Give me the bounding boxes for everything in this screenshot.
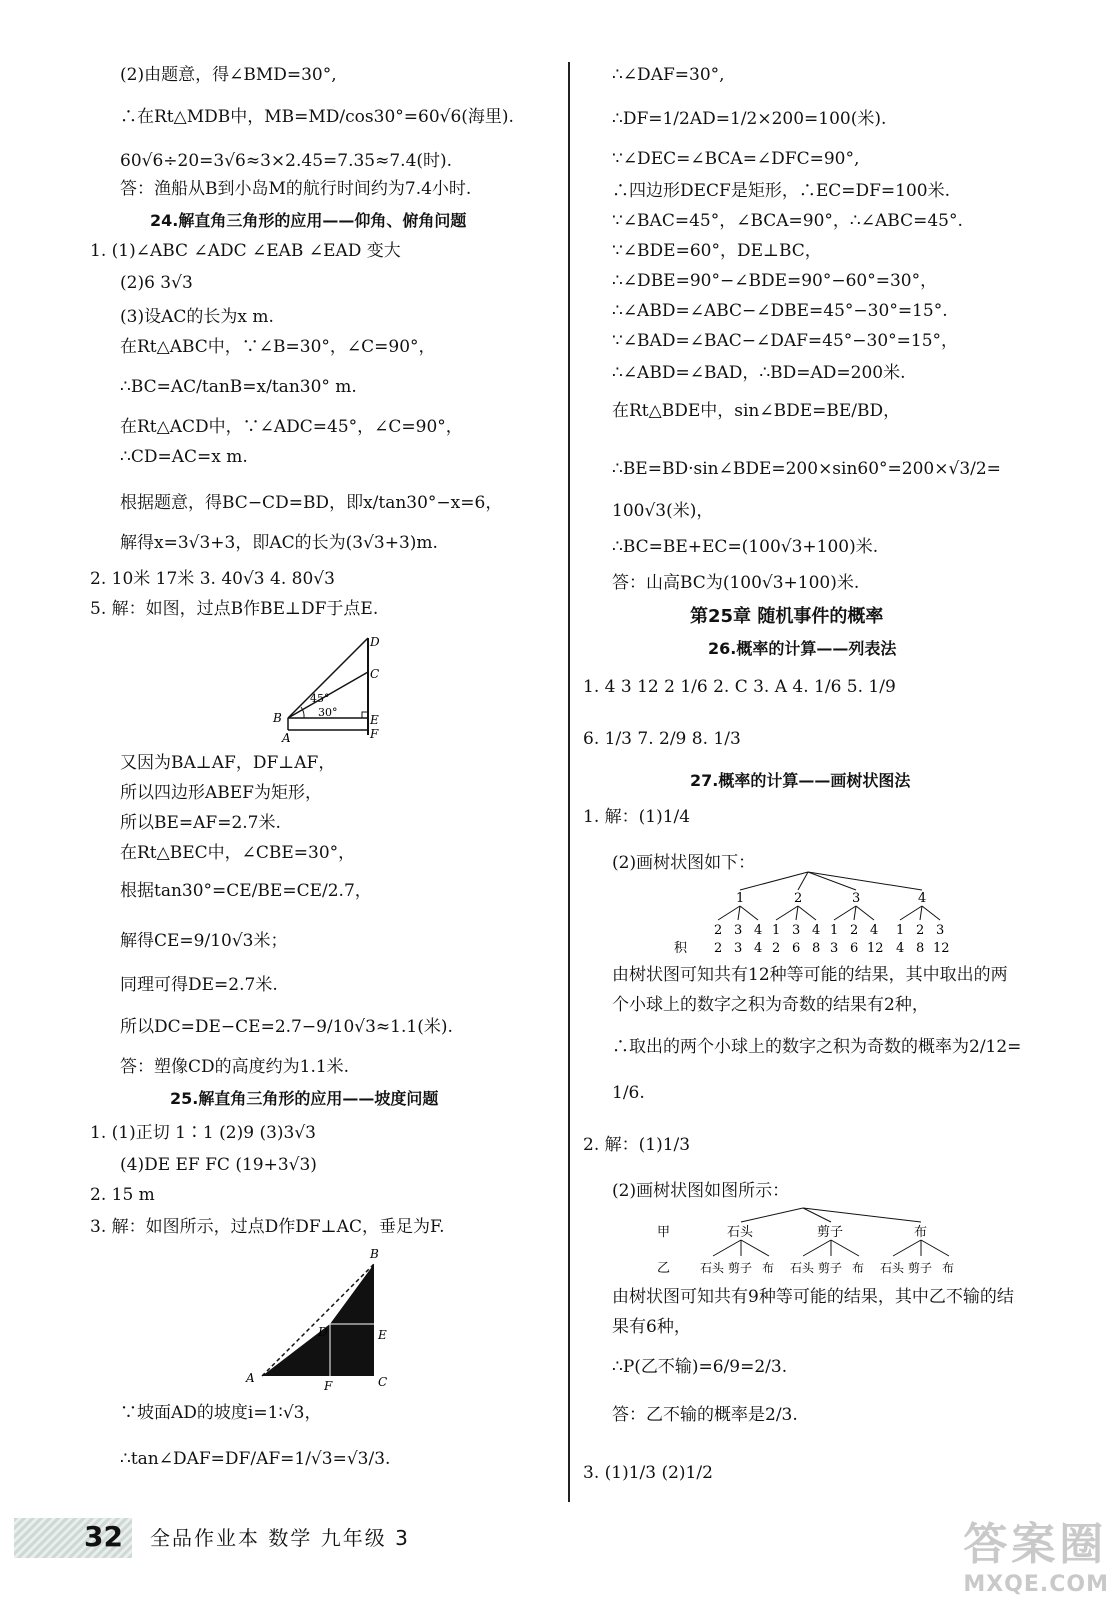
text-line: 解得x=3√3+3，即AC的长为(3√3+3)m. [120, 533, 438, 553]
text-line: ∴取出的两个小球上的数字之积为奇数的概率为2/12= [612, 1037, 1022, 1057]
tree1-branch [718, 906, 740, 920]
tree1-product: 12 [933, 941, 950, 956]
text-line: 1. (1)正切 1∶1 (2)9 (3)3√3 [90, 1123, 316, 1143]
tree2-branch [741, 1240, 769, 1256]
tree1-branch [920, 906, 922, 920]
tree2-node: 剪子 [728, 1261, 753, 1275]
text-line: 答：渔船从B到小岛M的航行时间约为7.4小时. [120, 179, 472, 199]
tree1-branch [776, 906, 798, 920]
text-line: 3. (1)1/3 (2)1/2 [583, 1463, 713, 1483]
text-line: ∴∠DBE=90°−∠BDE=90°−60°=30°， [612, 271, 938, 291]
fig1-label: E [370, 713, 379, 727]
text-line: ∴tan∠DAF=DF/AF=1/√3=√3/3. [120, 1449, 391, 1469]
text-line: ∵∠BDE=60°，DE⊥BC， [612, 241, 822, 261]
text-line: ∴四边形DECF是矩形，∴EC=DF=100米. [612, 181, 951, 201]
section-heading: 25.解直角三角形的应用——坡度问题 [170, 1089, 439, 1108]
text-line: ∴∠DAF=30°, [612, 65, 725, 85]
text-line: ∴BE=BD·sin∠BDE=200×sin60°=200×√3/2= [612, 459, 1001, 479]
tree1-node: 3 [792, 923, 801, 938]
fig2-label: F [324, 1379, 333, 1393]
tree2-row-label: 甲 [657, 1225, 671, 1240]
text-line: 答：山高BC为(100√3+100)米. [612, 573, 860, 593]
fig1-label: C [370, 667, 380, 681]
text-line: 所以四边形ABEF为矩形， [120, 783, 322, 803]
section-heading: 24.解直角三角形的应用——仰角、俯角问题 [150, 211, 467, 230]
tree2-node: 石头 [727, 1225, 754, 1240]
text-line: 又因为BA⊥AF，DF⊥AF， [120, 753, 336, 773]
text-line: 2. 15 m [90, 1185, 155, 1205]
tree1-product: 3 [830, 941, 839, 956]
tree2-branch [741, 1208, 803, 1222]
tree1-product: 8 [916, 941, 925, 956]
tree1-branch [740, 872, 808, 890]
tree2-node: 石头 [700, 1261, 725, 1275]
tree1-branch [808, 872, 922, 890]
fig2-label: B [370, 1247, 379, 1261]
text-line: 同理可得DE=2.7米. [120, 975, 278, 995]
book-title: 全品作业本 数学 九年级 3 [150, 1526, 410, 1550]
tree1-node: 1 [736, 891, 745, 906]
tree2-branch [803, 1240, 831, 1256]
text-line: 所以BE=AF=2.7米. [120, 813, 281, 833]
figure-elevation [270, 630, 390, 745]
tree1-product: 4 [754, 941, 763, 956]
tree2-branch [921, 1240, 949, 1256]
tree1-node: 4 [918, 891, 927, 906]
tree2-node: 剪子 [817, 1225, 844, 1240]
text-line: 2. 10米 17米 3. 40√3 4. 80√3 [90, 569, 335, 589]
text-line: (4)DE EF FC (19+3√3) [120, 1155, 317, 1175]
text-line: ∵∠DEC=∠BCA=∠DFC=90°, [612, 149, 860, 169]
tree1-node: 2 [916, 923, 925, 938]
text-line: (2)6 3√3 [120, 273, 193, 293]
tree1-product: 6 [792, 941, 801, 956]
tree1-product: 8 [812, 941, 821, 956]
watermark [963, 1508, 1109, 1597]
tree1-product: 2 [772, 941, 781, 956]
text-line: 1. 4 3 12 2 1/6 2. C 3. A 4. 1/6 5. 1/9 [583, 677, 896, 697]
tree2-branch [713, 1240, 741, 1256]
text-line: 5. 解：如图，过点B作BE⊥DF于点E. [90, 599, 379, 619]
page-number-badge [14, 1518, 132, 1558]
tree2-node: 剪子 [818, 1261, 843, 1275]
tree1-product: 2 [714, 941, 723, 956]
text-line: 所以DC=DE−CE=2.7−9/10√3≈1.1(米). [120, 1017, 453, 1037]
fig2-label: D [318, 1325, 328, 1339]
text-line: 由树状图可知共有9种等可能的结果，其中乙不输的结 [612, 1287, 1014, 1307]
fig1-label: F [370, 727, 379, 741]
fig1-label: D [370, 635, 380, 649]
tree1-node: 3 [936, 923, 945, 938]
tree1-node: 4 [754, 923, 763, 938]
tree1-node: 1 [830, 923, 839, 938]
tree2-node: 布 [852, 1261, 865, 1275]
tree1-branch [854, 906, 856, 920]
text-line: 答：塑像CD的高度约为1.1米. [120, 1057, 350, 1077]
watermark-top: 答案圈 [963, 1519, 1108, 1570]
text-line: 1/6. [612, 1083, 645, 1103]
text-line: (2)由题意，得∠BMD=30°, [120, 65, 337, 85]
text-line: ∵坡面AD的坡度i=1∶√3， [120, 1403, 322, 1423]
text-line: 个小球上的数字之积为奇数的结果有2种， [612, 995, 929, 1015]
text-line: 果有6种， [612, 1317, 691, 1337]
tree2-node: 石头 [790, 1261, 815, 1275]
fig2-label: A [246, 1371, 255, 1385]
text-line: 在Rt△BEC中，∠CBE=30°， [120, 843, 356, 863]
tree2-branch [893, 1240, 921, 1256]
text-line: ∴CD=AC=x m. [120, 447, 248, 467]
tree2-branch [803, 1208, 921, 1222]
column-divider [568, 62, 570, 1502]
text-line: 由树状图可知共有12种等可能的结果，其中取出的两 [612, 965, 1008, 985]
fig1-label: B [273, 711, 282, 725]
text-line: ∴在Rt△MDB中，MB=MD/cos30°=60√6(海里). [120, 107, 514, 127]
tree2-node: 布 [942, 1261, 955, 1275]
text-line: ∴P(乙不输)=6/9=2/3. [612, 1357, 788, 1377]
tree2-node: 剪子 [908, 1261, 933, 1275]
text-line: 在Rt△ABC中，∵∠B=30°，∠C=90°， [120, 337, 436, 357]
page-number: 32 [84, 1520, 123, 1553]
tree1-node: 2 [714, 923, 723, 938]
tree1-node: 3 [734, 923, 743, 938]
tree1-branch [856, 906, 874, 920]
text-line: 6. 1/3 7. 2/9 8. 1/3 [583, 729, 741, 749]
tree1-product-label: 积 [674, 941, 688, 956]
tree1-branch [796, 906, 798, 920]
tree1-branch [738, 906, 740, 920]
fig2-label: C [378, 1375, 388, 1389]
text-line: ∴DF=1/2AD=1/2×200=100(米). [612, 109, 887, 129]
tree1-branch [900, 906, 922, 920]
tree1-branch [798, 906, 816, 920]
text-line: 1. 解：(1)1/4 [583, 807, 691, 827]
text-line: 在Rt△BDE中，sin∠BDE=BE/BD， [612, 401, 901, 421]
text-line: 根据题意，得BC−CD=BD，即x/tan30°−x=6， [120, 493, 503, 513]
fig1-label: A [282, 731, 291, 745]
tree1-node: 4 [870, 923, 879, 938]
tree2-row-label: 乙 [657, 1261, 671, 1276]
text-line: ∴BC=BE+EC=(100√3+100)米. [612, 537, 879, 557]
fig1-label: 30° [318, 706, 338, 719]
text-line: 答：乙不输的概率是2/3. [612, 1405, 798, 1425]
text-line: ∴∠ABD=∠BAD，∴BD=AD=200米. [612, 363, 906, 383]
text-line: 100√3(米)， [612, 501, 714, 521]
text-line: 在Rt△ACD中，∵∠ADC=45°，∠C=90°， [120, 417, 463, 437]
text-line: 2. 解：(1)1/3 [583, 1135, 691, 1155]
tree2-node: 布 [914, 1225, 928, 1240]
tree-diagram-2 [655, 1204, 965, 1280]
page-footer [0, 1500, 1117, 1600]
section-heading: 26.概率的计算——列表法 [708, 639, 897, 658]
text-line: 60√6÷20=3√6≈3×2.45=7.35≈7.4(时). [120, 151, 453, 171]
tree1-product: 6 [850, 941, 859, 956]
text-line: (3)设AC的长为x m. [120, 307, 274, 327]
section-heading: 27.概率的计算——画树状图法 [690, 771, 911, 790]
watermark-bottom: MXQE.COM [963, 1572, 1109, 1597]
tree1-node: 2 [850, 923, 859, 938]
tree1-branch [834, 906, 856, 920]
text-line: ∴BC=AC/tanB=x/tan30° m. [120, 377, 357, 397]
text-line: 1. (1)∠ABC ∠ADC ∠EAB ∠EAD 变大 [90, 241, 401, 261]
text-line: ∴∠ABD=∠ABC−∠DBE=45°−30°=15°. [612, 301, 948, 321]
text-line: (2)画树状图如下： [612, 853, 756, 873]
tree1-branch [808, 872, 856, 890]
tree-diagram-1 [660, 868, 960, 960]
tree1-node: 2 [794, 891, 803, 906]
text-line: 3. 解：如图所示，过点D作DF⊥AC，垂足为F. [90, 1217, 445, 1237]
tree1-product: 4 [896, 941, 905, 956]
tree2-branch [831, 1240, 859, 1256]
section-heading: 第25章 随机事件的概率 [690, 606, 884, 627]
text-line: 根据tan30°=CE/BE=CE/2.7， [120, 881, 372, 901]
figure-slope [240, 1244, 400, 1394]
text-line: ∵∠BAC=45°，∠BCA=90°，∴∠ABC=45°. [612, 211, 963, 231]
text-line: (2)画树状图如图所示： [612, 1181, 790, 1201]
tree1-product: 3 [734, 941, 743, 956]
fig2-label: E [378, 1328, 387, 1342]
tree2-node: 石头 [880, 1261, 905, 1275]
tree1-branch [740, 906, 758, 920]
tree1-product: 12 [867, 941, 884, 956]
fig1-label: 45° [310, 692, 330, 705]
text-line: ∵∠BAD=∠BAC−∠DAF=45°−30°=15°， [612, 331, 959, 351]
tree1-node: 3 [852, 891, 861, 906]
tree1-branch [922, 906, 940, 920]
text-line: 解得CE=9/10√3米； [120, 931, 288, 951]
tree1-node: 1 [772, 923, 781, 938]
tree1-node: 4 [812, 923, 821, 938]
tree2-node: 布 [762, 1261, 775, 1275]
tree1-node: 1 [896, 923, 905, 938]
